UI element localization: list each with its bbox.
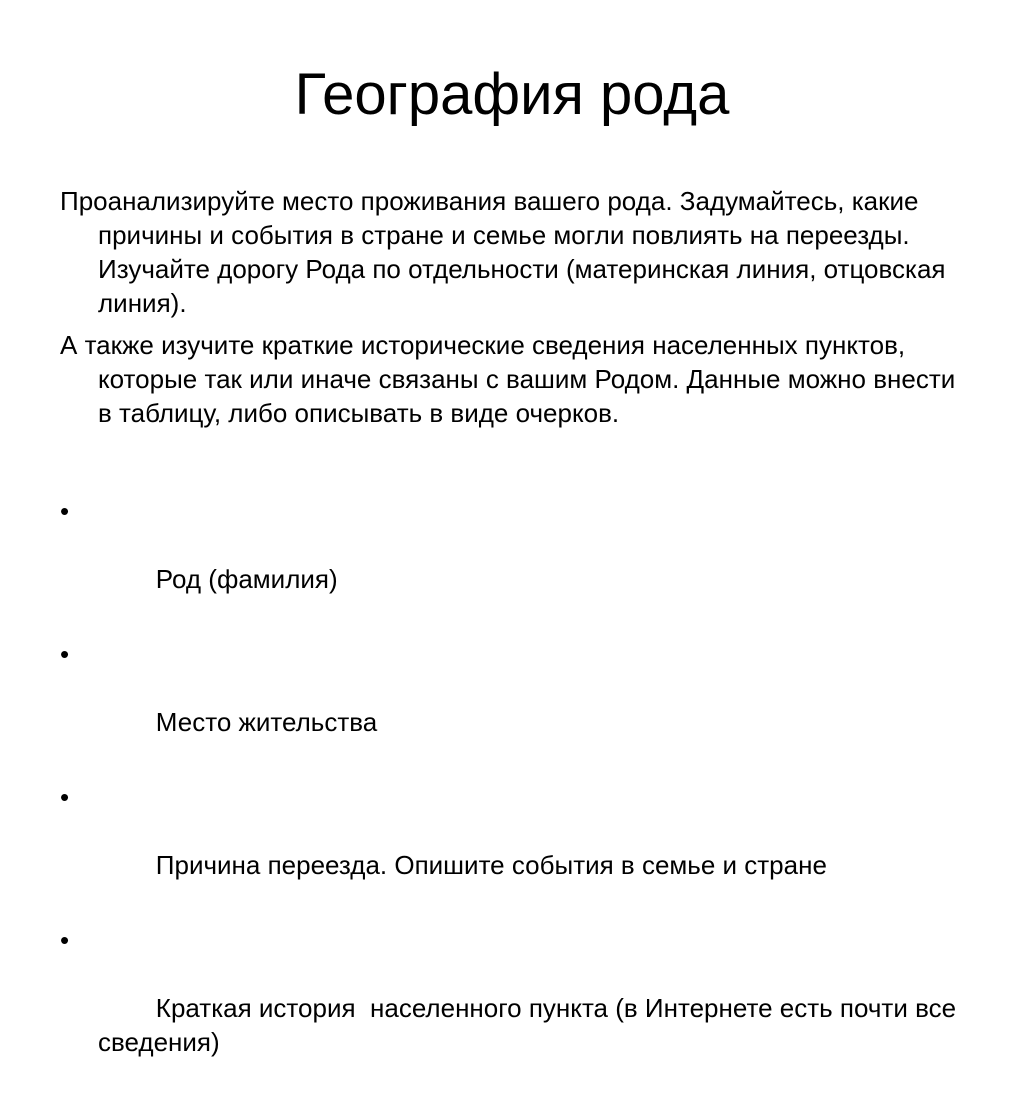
bullet-item-residence — [60, 637, 960, 773]
bullet-list — [60, 494, 964, 1093]
bullet-icon: • — [60, 496, 70, 526]
bullet-icon: • — [60, 782, 70, 812]
bullet-text: Причина переезда. Опишите события в семье и стране — [155, 850, 827, 880]
bullet-item-relocation-reason — [60, 780, 960, 916]
bullet-item-family-name — [60, 494, 960, 630]
bullet-text: Место жительства — [155, 707, 378, 737]
paragraph-history: А также изучите краткие исторические сведения населенных пунктов, которые так или иначе связаны с вашим Родом. Данные можно внести в таблицу, либо описывать в виде очерков. — [60, 330, 956, 428]
slide-title: География рода — [294, 62, 730, 127]
slide-body — [60, 184, 964, 1100]
bullet-icon: • — [60, 925, 70, 955]
bullet-item-settlement-history — [60, 923, 964, 1093]
bullet-text: Род (фамилия) — [155, 564, 338, 594]
bullet-text: Краткая история населенного пункта (в Интернете есть почти все сведения) — [98, 993, 964, 1057]
spacer — [60, 438, 960, 494]
paragraph-analyze: Проанализируйте место проживания вашего рода. Задумайтесь, какие причины и события в стране и семье могли повлиять на переезды. Изучайте дорогу Рода по отдельности (материнская линия, отцовская линия). — [60, 186, 946, 318]
bullet-icon: • — [60, 639, 70, 669]
